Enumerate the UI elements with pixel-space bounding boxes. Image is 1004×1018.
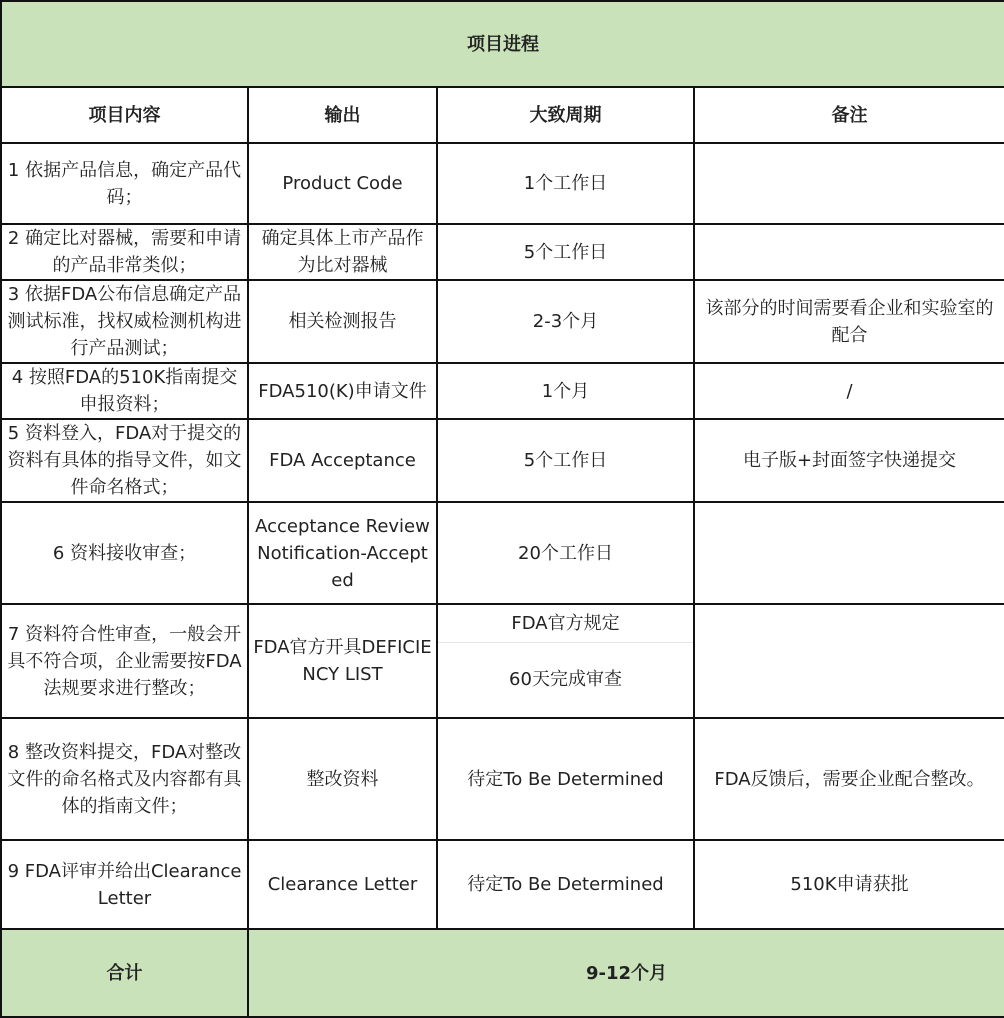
table-row [1,840,1004,929]
cell-remark: 电子版+封面签字快递提交 [694,419,1004,502]
cell-output: FDA Acceptance [248,419,437,502]
header-period: 大致周期 [437,87,694,143]
cell-content: 5 资料登入，FDA对于提交的资料有具体的指导文件，如文件命名格式； [1,419,248,502]
cell-content: 6 资料接收审查； [1,502,248,604]
table-row [1,718,1004,840]
cell-period: 20个工作日 [437,502,694,604]
title-row [1,1,1004,87]
header-remark: 备注 [694,87,1004,143]
cell-period: 5个工作日 [437,419,694,502]
cell-content: 3 依据FDA公布信息确定产品测试标准，找权威检测机构进行产品测试； [1,280,248,363]
cell-content: 9 FDA评审并给出Clearance Letter [1,840,248,929]
cell-output: Product Code [248,143,437,224]
cell-period: 2-3个月 [437,280,694,363]
cell-period [437,604,694,718]
cell-remark [694,143,1004,224]
cell-remark: 该部分的时间需要看企业和实验室的配合 [694,280,1004,363]
period-value: 60天完成审查 [509,669,622,690]
header-output: 输出 [248,87,437,143]
table-title: 项目进程 [1,1,1004,87]
cell-content: 8 整改资料提交，FDA对整改文件的命名格式及内容都有具体的指南文件； [1,718,248,840]
cell-output: FDA510(K)申请文件 [248,363,437,419]
table-row [1,502,1004,604]
cell-period: 1个工作日 [437,143,694,224]
table-row [1,419,1004,502]
cell-content: 7 资料符合性审查，一般会开具不符合项，企业需要按FDA法规要求进行整改； [1,604,248,718]
header-row [1,87,1004,143]
cell-remark [694,224,1004,280]
header-content: 项目内容 [1,87,248,143]
cell-period: 5个工作日 [437,224,694,280]
cell-output: FDA官方开具DEFICIENCY LIST [248,604,437,718]
table-row [1,143,1004,224]
cell-remark [694,604,1004,718]
cell-remark: / [694,363,1004,419]
total-value: 9-12个月 [248,929,1004,1017]
total-label: 合计 [1,929,248,1017]
cell-content: 2 确定比对器械，需要和申请的产品非常类似； [1,224,248,280]
cell-period: 1个月 [437,363,694,419]
cell-period: 待定To Be Determined [437,718,694,840]
table-row [1,224,1004,280]
table-row [1,363,1004,419]
cell-remark: FDA反馈后，需要企业配合整改。 [694,718,1004,840]
cell-output: 整改资料 [248,718,437,840]
cell-remark: 510K申请获批 [694,840,1004,929]
cell-output: Acceptance Review Notification-Accepted [248,502,437,604]
period-note: FDA官方规定 [438,606,693,643]
cell-output: Clearance Letter [248,840,437,929]
cell-output: 相关检测报告 [248,280,437,363]
cell-output: 确定具体上市产品作为比对器械 [248,224,437,280]
cell-content: 1 依据产品信息，确定产品代码； [1,143,248,224]
cell-period: 待定To Be Determined [437,840,694,929]
table-row [1,604,1004,718]
cell-remark [694,502,1004,604]
table-row [1,280,1004,363]
cell-content: 4 按照FDA的510K指南提交申报资料； [1,363,248,419]
total-row [1,929,1004,1017]
